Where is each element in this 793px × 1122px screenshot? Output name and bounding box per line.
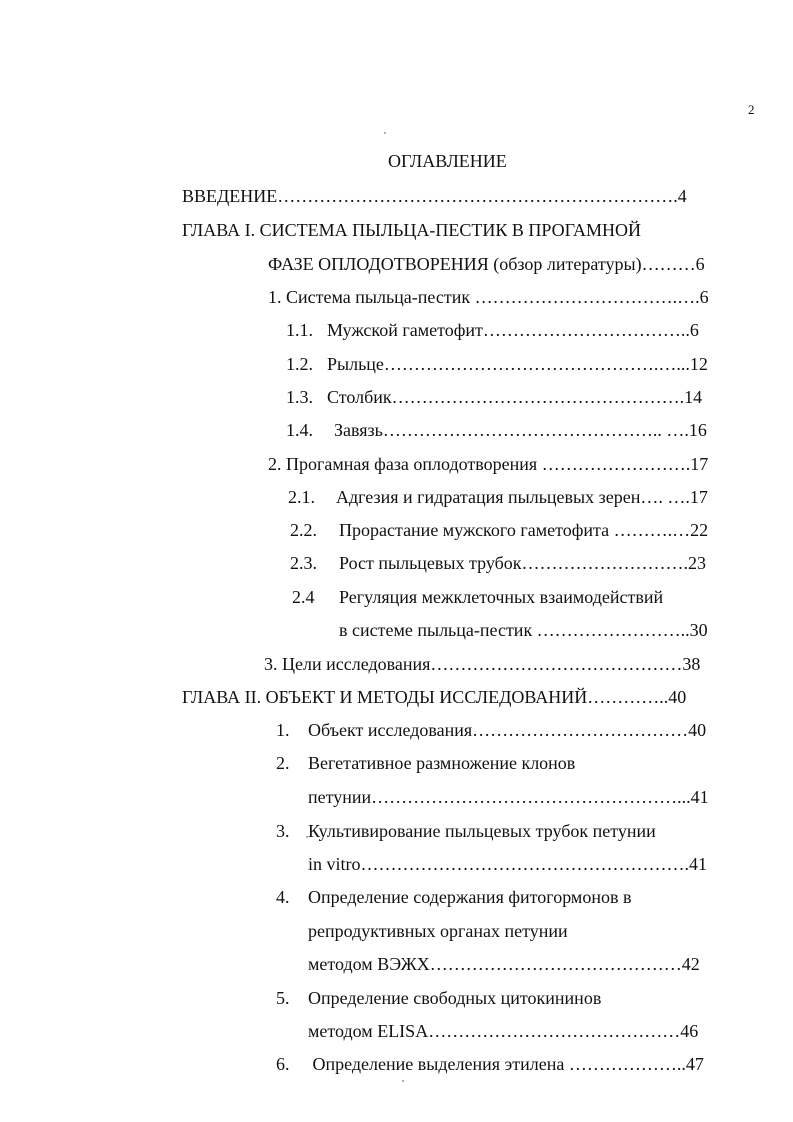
toc-chapter-2-item-6 (276, 1053, 704, 1075)
scan-mark (402, 1080, 404, 1082)
toc-number: 4. (276, 887, 290, 907)
toc-text: Объект исследования………………………………40 (308, 720, 707, 740)
toc-text: Определение содержания фитогормонов в (308, 887, 632, 907)
toc-subsection-1-3 (286, 386, 702, 408)
toc-subsection-2-4 (292, 586, 663, 608)
toc-text: петунии……………………………………………...41 (308, 787, 709, 807)
toc-text: Столбик………………………………………….14 (327, 387, 703, 407)
toc-text: Определение выделения этилена ………………..47 (308, 1054, 704, 1074)
toc-subsection-2-4-continued (339, 619, 708, 641)
toc-subsection-2-3 (290, 552, 706, 574)
toc-text: Мужской гаметофит……………………………..6 (327, 320, 699, 340)
toc-text: Завязь……………………………………….. ….16 (334, 420, 707, 440)
toc-chapter-1 (182, 219, 641, 241)
toc-text: ГЛАВА I. СИСТЕМА ПЫЛЬЦА-ПЕСТИК В ПРОГАМНОЙ (182, 220, 642, 240)
page-number: 2 (748, 102, 755, 117)
scan-mark (306, 836, 308, 838)
toc-number: 2.4 (292, 587, 315, 607)
toc-subsection-1-1 (286, 319, 699, 341)
toc-number: 5. (276, 988, 290, 1008)
toc-text: Регуляция межклеточных взаимодействий (339, 587, 664, 607)
toc-number: 2. (276, 753, 290, 773)
toc-chapter-2-item-2 (276, 752, 575, 774)
toc-number: 3. (276, 821, 290, 841)
toc-text: 1. Система пыльца-пестик …………………………….….6 (268, 287, 709, 307)
toc-section-3 (264, 653, 700, 675)
toc-text: 3. Цели исследования……………………………………38 (264, 654, 701, 674)
toc-chapter-2-item-2-continued (308, 786, 709, 808)
toc-number: 1.3. (286, 387, 313, 407)
toc-number: 1.1. (286, 320, 313, 340)
toc-chapter-2-item-3-continued (308, 853, 707, 875)
toc-subsection-1-2 (286, 353, 708, 375)
toc-number: 1.4. (286, 420, 313, 440)
toc-number: 2.2. (290, 520, 317, 540)
toc-subsection-1-4 (286, 419, 707, 441)
toc-chapter-2-item-3 (276, 820, 656, 842)
toc-section-2 (268, 453, 708, 475)
toc-text: ВВЕДЕНИЕ………………………………………………………….4 (182, 186, 687, 206)
toc-text: репродуктивных органах петунии (308, 921, 568, 941)
toc-number: 2.1. (288, 487, 315, 507)
toc-text: Рост пыльцевых трубок……………………….23 (339, 553, 707, 573)
page-title: ОГЛАВЛЕНИЕ (388, 151, 507, 171)
toc-text: Прорастание мужского гаметофита ……….…22 (339, 520, 709, 540)
toc-subsection-2-1 (288, 486, 708, 508)
scan-mark (384, 132, 386, 134)
toc-text: методом ELISA……………………………………46 (308, 1021, 699, 1041)
toc-subsection-2-2 (290, 519, 708, 541)
toc-chapter-2-item-4 (276, 886, 631, 908)
toc-chapter-2-item-4-continued (308, 920, 568, 942)
toc-chapter-1-continued (268, 253, 705, 275)
toc-text: Определение свободных цитокининов (308, 988, 602, 1008)
toc-text: in vitro……………………………………………….41 (308, 854, 707, 874)
toc-chapter-2-item-4-continued-2 (308, 953, 700, 975)
toc-chapter-2-item-5 (276, 987, 601, 1009)
toc-chapter-2-item-5-continued (308, 1020, 698, 1042)
toc-section-1 (268, 286, 709, 308)
toc-number: 1. (276, 720, 290, 740)
toc-chapter-2 (182, 686, 686, 708)
toc-text: ГЛАВА II. ОБЪЕКТ И МЕТОДЫ ИССЛЕДОВАНИЙ…………..40 (182, 687, 687, 707)
toc-text: в системе пыльца-пестик ……………………..30 (339, 620, 708, 640)
toc-text: методом ВЭЖХ……………………………………42 (308, 954, 700, 974)
toc-text: Вегетативное размножение клонов (308, 753, 576, 773)
toc-number: 2.3. (290, 553, 317, 573)
toc-text: Адгезия и гидратация пыльцевых зерен…. ….17 (336, 487, 708, 507)
toc-number: 1.2. (286, 354, 313, 374)
toc-text: 2. Прогамная фаза оплодотворения …………………….17 (268, 454, 709, 474)
toc-text: ФАЗЕ ОПЛОДОТВОРЕНИЯ (обзор литературы)………6 (268, 254, 705, 274)
toc-number: 6. (276, 1054, 290, 1074)
toc-text: Рыльце……………………………………….…...12 (327, 354, 708, 374)
toc-text: Культивирование пыльцевых трубок петунии (308, 821, 656, 841)
toc-chapter-2-item-1 (276, 719, 706, 741)
toc-introduction (182, 185, 687, 207)
